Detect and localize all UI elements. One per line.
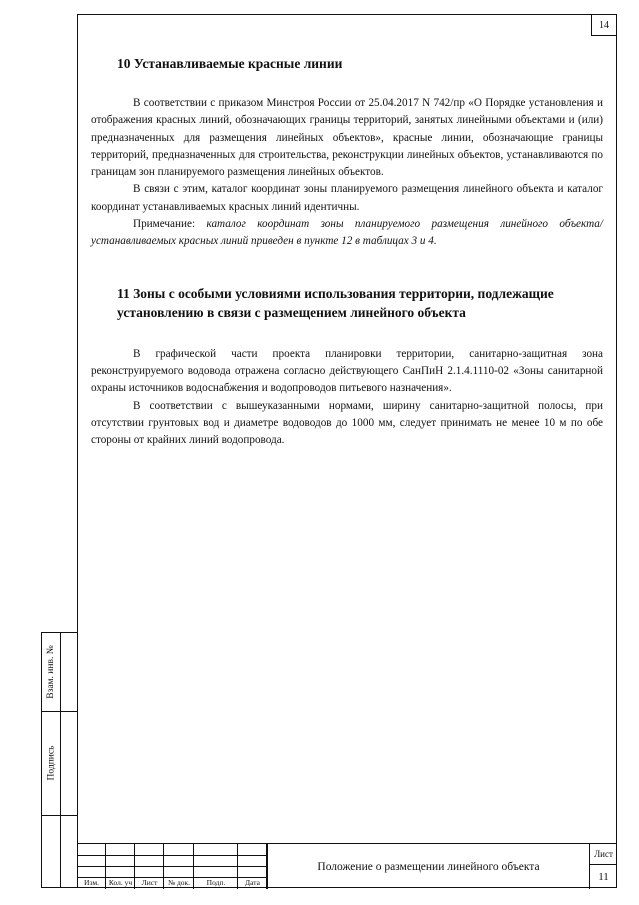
revision-grid [77,844,267,889]
note-label: Примечание: [133,218,196,231]
section-10-heading: 10 Устанавливаемые красные линии [117,56,343,71]
vzam-inv-text: Взам. инв. № [46,645,57,699]
podpis-text: Подпись [46,745,57,781]
col-list: Лист [141,878,158,887]
sheet-label: Лист [590,844,617,865]
section-10-paragraph-2: В связи с этим, каталог координат зоны планируемого размещения линейного объекта и каталог координат устанавливаемых красных линий идентичны. [91,183,603,213]
note-text: каталог координат зоны планируемого размещения линейного объекта/ устанавливаемых красных линий приведен в пункте 12 в таблицах 3 и 4. [91,218,603,248]
sheet-number: 11 [598,871,609,883]
side-stamp-divider [42,815,78,816]
title-block [77,843,617,888]
section-11-paragraph-1: В графической части проекта планировки территории, санитарно-защитная зона реконструируемого водовода отражена согласно действующего СанПиН 2.1.4.1110-02 «Зоны санитарной охраны источников водоснабжения и водопроводов питьевого назначения». [91,347,603,395]
side-stamp [41,632,77,888]
document-title: Положение о размещении линейного объекта [267,844,589,889]
section-11-heading: 11 Зоны с особыми условиями использования территории, подлежащие установлению в связи с размещением линейного объекта [117,285,554,320]
section-11-paragraph-2: В соответствии с вышеуказанными нормами, ширину санитарно-защитной полосы, при отсутствии грунтовых вод и диаметре водоводов до 1000 мм, следует принимать не менее 10 м по обе стороны от крайних линий водопровода. [91,399,603,447]
col-n-dok: № док. [167,878,191,887]
side-stamp-value-column [60,633,78,887]
col-izm: Изм. [84,878,99,887]
col-data: Дата [245,878,260,887]
col-kol-uch: Кол. уч [108,878,133,887]
col-podp: Подп. [206,878,226,887]
document-body [91,55,603,449]
section-10-note [91,216,603,251]
podpis-label [42,711,60,815]
corner-page-number: 14 [591,15,616,36]
section-10-paragraph-1: В соответствии с приказом Минстроя России от 25.04.2017 N 742/пр «О Порядке установления и отображения красных линий, обозначающих границы территорий, занятых линейными объектами и (или) предназначенных для размещения линейных объектов», красные линии, обозначающие границы территорий, предназначенных для строительства, реконструкции линейных объектов, устанавливаются по границам зон планируемого размещения линейных объектов. [91,97,603,179]
sheet-box [589,844,617,889]
vzam-inv-label [42,633,60,711]
